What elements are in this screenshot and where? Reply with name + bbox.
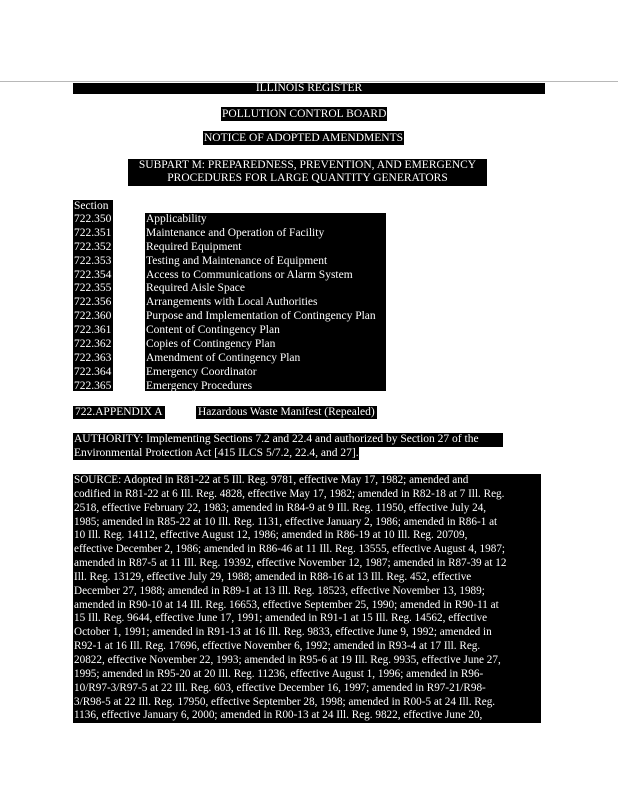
section-title: Required Aisle Space xyxy=(146,282,246,295)
authority-line-2: Environmental Protection Act [415 ILCS 5/7.2, 22.4, and 27]. xyxy=(74,446,359,459)
section-title: Testing and Maintenance of Equipment xyxy=(146,254,328,267)
source-line: 1136, effective January 6, 2000; amended in R00-13 at 24 Ill. Reg. 9822, effective June 20, xyxy=(74,709,483,722)
source-line: 2518, effective February 22, 1983; amended in R84-9 at 9 Ill. Reg. 11950, effective July 24, xyxy=(74,501,487,514)
section-label: Section xyxy=(73,200,113,213)
agency-title: POLLUTION CONTROL BOARD xyxy=(222,108,387,120)
source-line: codified in R81-22 at 6 Ill. Reg. 4828, effective May 17, 1982; amended in R82-18 at 7 Ill. Reg. xyxy=(74,487,505,500)
section-number: 722.350 xyxy=(74,213,112,225)
subpart-heading xyxy=(128,159,487,186)
source-line: amended in R90-10 at 14 Ill. Reg. 16653, effective September 25, 1990; amended in R90-11 at xyxy=(74,598,499,611)
source-line: 1995; amended in R95-20 at 20 Ill. Reg. 11236, effective August 1, 1996; amended in R96- xyxy=(74,667,484,680)
section-title: Purpose and Implementation of Contingency Plan xyxy=(146,310,376,323)
section-number: 722.360 xyxy=(74,310,112,323)
section-title: Copies of Contingency Plan xyxy=(146,338,276,351)
source-line: effective December 2, 1986; amended in R86-46 at 11 Ill. Reg. 13555, effective August 4, 1987; xyxy=(74,543,506,556)
section-title: Content of Contingency Plan xyxy=(146,324,280,337)
source-line: 15 Ill. Reg. 9644, effective June 17, 1991; amended in R91-1 at 15 Ill. Reg. 14562, effective xyxy=(74,612,488,625)
top-rule xyxy=(0,81,618,82)
appendix-title: Hazardous Waste Manifest (Repealed) xyxy=(198,406,375,418)
appendix-number: 722.APPENDIX A xyxy=(75,406,163,418)
register-header: ILLINOIS REGISTER xyxy=(73,83,545,94)
authority-line-1: AUTHORITY: Implementing Sections 7.2 and 22.4 and authorized by Section 27 of the xyxy=(73,433,503,447)
source-line: Ill. Reg. 13129, effective July 29, 1988; amended in R88-16 at 13 Ill. Reg. 452, effective xyxy=(74,570,472,583)
source-line: R92-1 at 16 Ill. Reg. 17696, effective November 6, 1992; amended in R93-4 at 17 Ill. Reg. xyxy=(74,640,481,653)
section-title: Emergency Procedures xyxy=(146,379,253,391)
source-line: SOURCE: Adopted in R81-22 at 5 Ill. Reg. 9781, effective May 17, 1982; amended and xyxy=(74,474,469,486)
section-number: 722.351 xyxy=(74,226,112,239)
source-line: 20822, effective November 22, 1993; amended in R95-6 at 19 Ill. Reg. 9935, effective June 27, xyxy=(74,653,501,666)
source-line: 3/R98-5 at 22 Ill. Reg. 17950, effective September 28, 1998; amended in R00-5 at 24 Ill. Reg. xyxy=(74,695,496,708)
subpart-line-1: SUBPART M: PREPAREDNESS, PREVENTION, AND EMERGENCY xyxy=(138,159,477,171)
section-number: 722.352 xyxy=(74,240,112,253)
section-number: 722.353 xyxy=(74,254,112,267)
subpart-line-2: PROCEDURES FOR LARGE QUANTITY GENERATORS xyxy=(167,172,448,184)
section-title: Access to Communications or Alarm System xyxy=(146,268,353,281)
section-title: Applicability xyxy=(146,213,207,225)
notice-title: NOTICE OF ADOPTED AMENDMENTS xyxy=(204,132,404,144)
section-title: Required Equipment xyxy=(146,240,242,253)
section-number: 722.363 xyxy=(74,351,112,364)
section-title: Emergency Coordinator xyxy=(146,365,257,378)
section-number: 722.365 xyxy=(74,379,112,392)
section-number-column xyxy=(73,213,113,391)
section-number: 722.356 xyxy=(74,296,112,309)
source-line: 10 Ill. Reg. 14112, effective August 12, 1986; amended in R86-19 at 10 Ill. Reg. 20709, xyxy=(74,529,468,542)
section-number: 722.361 xyxy=(74,324,112,337)
section-title: Maintenance and Operation of Facility xyxy=(146,226,325,239)
source-line: 1985; amended in R85-22 at 10 Ill. Reg. 1131, effective January 2, 1986; amended in R86-1 at xyxy=(74,515,498,528)
source-line: amended in R87-5 at 11 Ill. Reg. 19392, effective November 12, 1987; amended in R87-39 at 12 xyxy=(74,557,507,570)
source-line: December 27, 1988; amended in R89-1 at 13 Ill. Reg. 18523, effective November 13, 1989; xyxy=(74,584,485,597)
section-number: 722.355 xyxy=(74,282,112,295)
section-title-column xyxy=(145,213,386,391)
section-number: 722.362 xyxy=(74,338,112,351)
authority-note xyxy=(73,433,503,460)
section-number: 722.354 xyxy=(74,268,112,281)
section-title: Arrangements with Local Authorities xyxy=(146,296,318,309)
source-line: October 1, 1991; amended in R91-13 at 16 Ill. Reg. 9833, effective June 9, 1992; amended in xyxy=(74,626,492,639)
section-number: 722.364 xyxy=(74,365,112,378)
section-title: Amendment of Contingency Plan xyxy=(146,351,301,364)
source-line: 10/R97-3/R97-5 at 22 Ill. Reg. 603, effective December 16, 1997; amended in R97-21/R98- xyxy=(74,681,486,694)
source-note xyxy=(73,474,541,723)
